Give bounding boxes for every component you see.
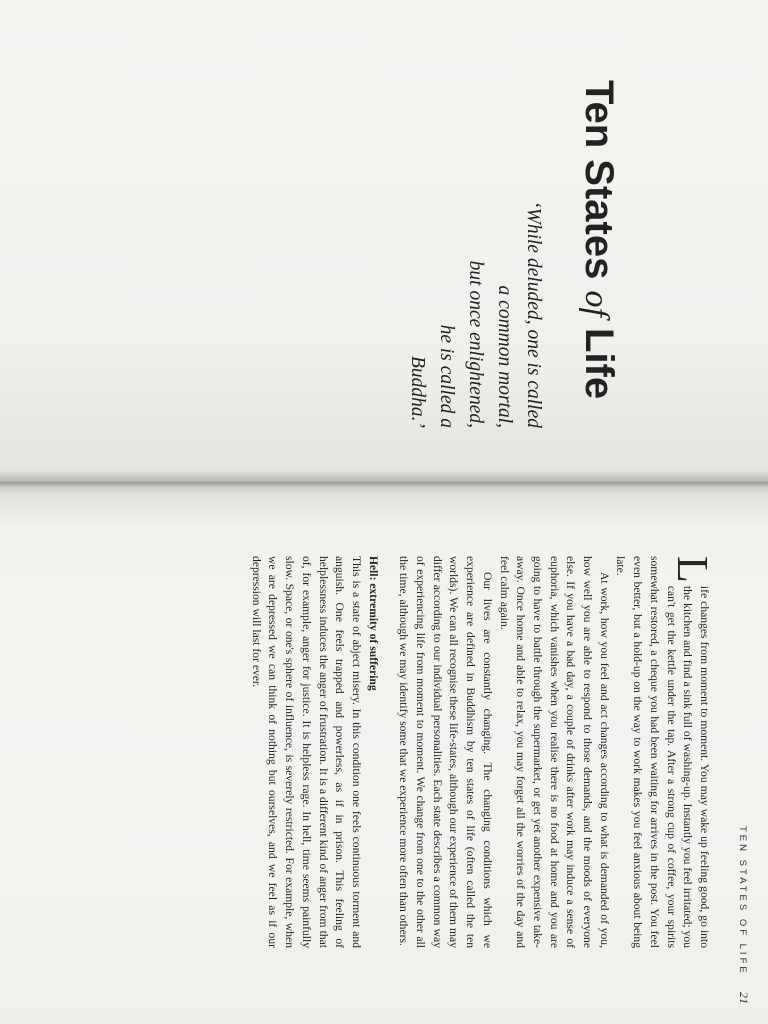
quote-line: but once enlightened,: [465, 260, 486, 428]
drop-cap: L: [668, 556, 717, 583]
left-page: [0, 0, 768, 482]
quote-line: a common mortal,: [494, 285, 515, 428]
paragraph-2: At work, how you feel and act changes according to what is demanded of you, how well you are able to respond to those demands, and the moods of everyone else. If you have a bad day, a couple of drinks after work may induce a sense of euphoria, which vanishes when you realise there is no food at home and you are going to have to battle through the supermarket, or get yet another expensive take-away. Once home and able to relax, you may forget all the worries of the day and feel calm again.: [497, 556, 611, 948]
section-heading: Hell: extremity of suffering: [366, 556, 380, 691]
running-head: TEN STATES OF LIFE: [737, 826, 748, 976]
quote-line: he is called a: [436, 324, 457, 428]
page-number: 21: [737, 992, 751, 1004]
paragraph-3: Our lives are constantly changing. The changing conditions which we experience are defined in Buddhism by ten states of life (often called the ten worlds). We can all recognise these life-states, although our experience of them may differ according to our individual personalities. Each state describes a common way of experiencing life from moment to moment. We change from one to the other all the time, although we may identify some that we experience more often than others.: [397, 556, 494, 948]
chapter-title-of: of: [578, 290, 615, 317]
chapter-title-main: Ten States: [577, 80, 621, 291]
body-text: [247, 556, 717, 948]
quote-line: ‘While deluded, one is called: [523, 201, 544, 428]
epigraph-quote: [403, 128, 548, 428]
book-gutter-shadow: [0, 470, 768, 494]
chapter-title-end: Life: [577, 316, 621, 400]
paragraph-4: This is a state of abject misery. In this condition one feels continuous torment and anguish. One feels trapped and powerless, as if in prison. This feeling of helplessness induces the anger of frustration. It is a different kind of anger from that of, for example, anger for justice. It is helpless rage. In hell, time seems painfully slow. Space, or one's sphere of influence, is severely restricted. For example, when we are depressed we can think of nothing but ourselves, and we feel as if our depression will last for ever.: [249, 556, 363, 948]
quote-line: Buddha.’: [407, 355, 428, 428]
paragraph-1-text: ife changes from moment to moment. You may wake up feeling good, go into the kitchen and find a sink full of washing-up. Instantly you feel irritated; you can't get the kettle under the tap. After a strong cup of coffee, your spirits somewhat restored, a cheque you had been waiting for arrives in the post. You feel even better, but a hold-up on the way to work makes you feel anxious about being late.: [614, 556, 711, 948]
chapter-title: [573, 80, 622, 420]
paragraph-1: [612, 556, 717, 948]
